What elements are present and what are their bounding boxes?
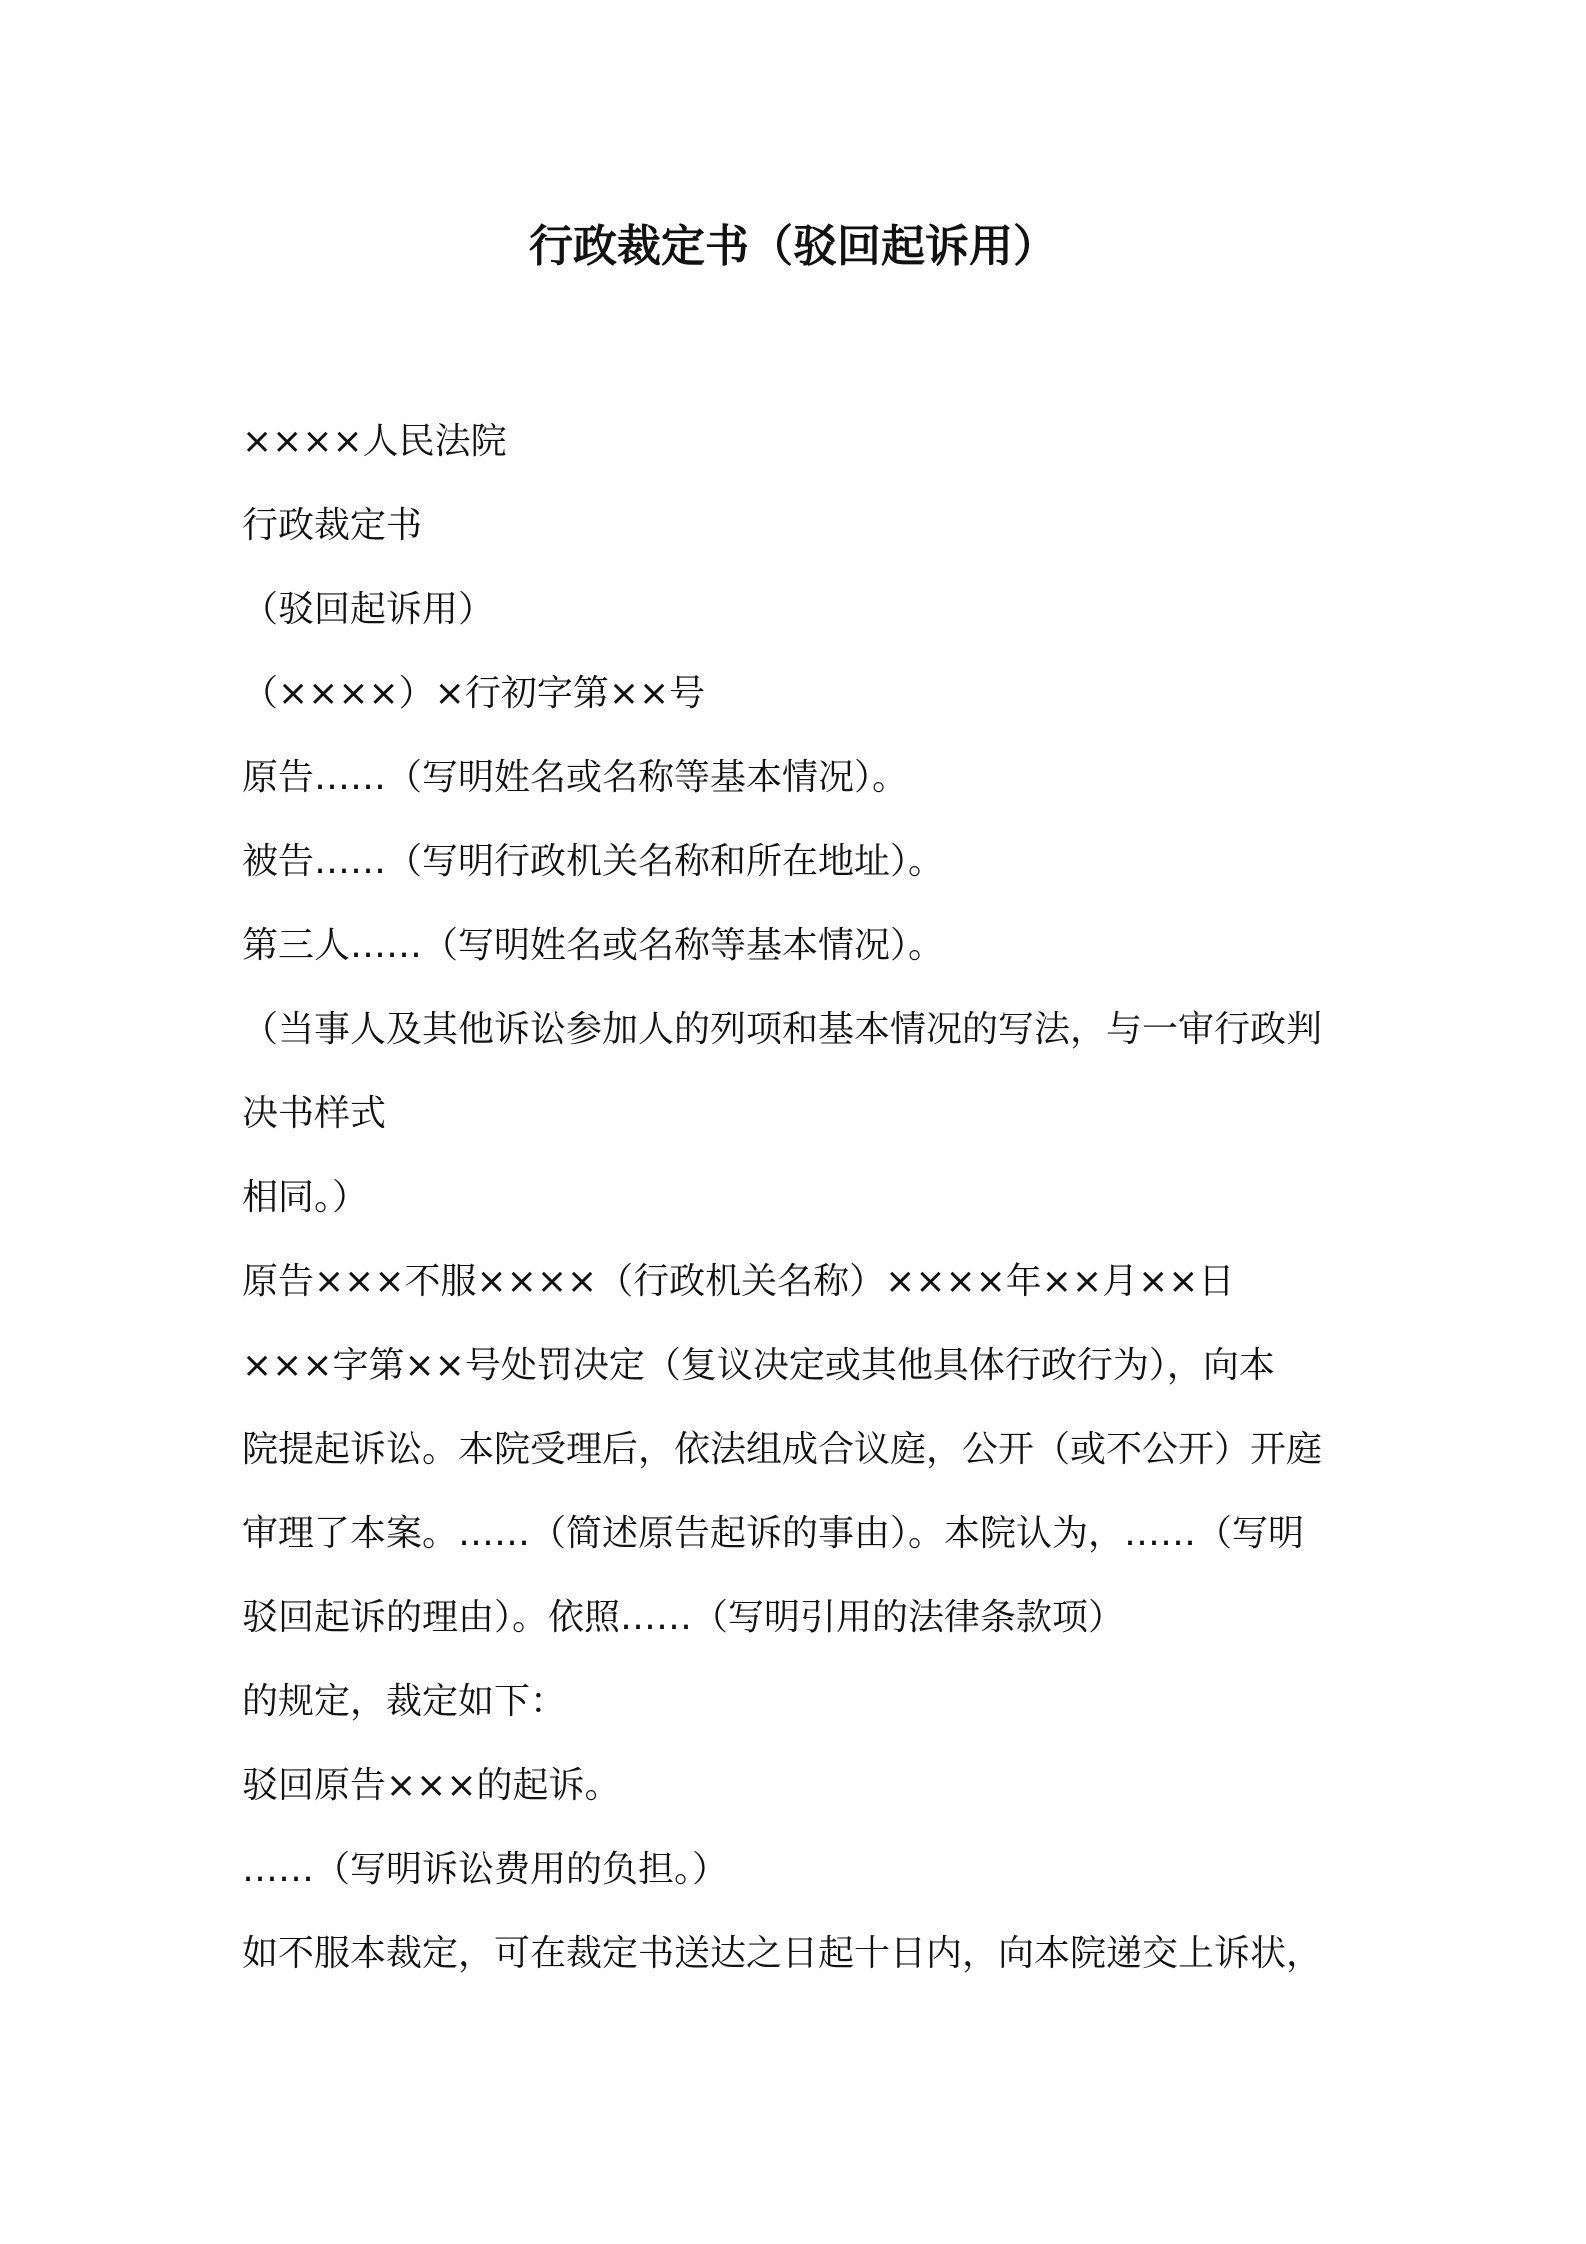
paragraph-line: ×××字第××号处罚决定（复议决定或其他具体行政行为），向本 <box>242 1345 1275 1386</box>
paragraph-line: 决书样式 <box>242 1093 387 1134</box>
paragraph-line: 相同。） <box>242 1177 369 1218</box>
plaintiff-line: 原告……（写明姓名或名称等基本情况）。 <box>242 757 909 798</box>
court-name: ××××人民法院 <box>242 421 507 462</box>
costs-line: ……（写明诉讼费用的负担。） <box>242 1849 729 1890</box>
paragraph-line: 的规定，裁定如下： <box>242 1681 567 1722</box>
document-title: 行政裁定书（驳回起诉用） <box>529 221 1057 272</box>
third-party-line: 第三人……（写明姓名或名称等基本情况）。 <box>242 925 945 966</box>
appeal-line: 如不服本裁定，可在裁定书送达之日起十日内，向本院递交上诉状， <box>242 1933 1323 1974</box>
paragraph-line: （当事人及其他诉讼参加人的列项和基本情况的写法，与一审行政判 <box>242 1009 1323 1050</box>
ruling-line: 驳回原告×××的起诉。 <box>242 1765 621 1806</box>
document-type: 行政裁定书 <box>242 505 423 546</box>
defendant-line: 被告……（写明行政机关名称和所在地址）。 <box>242 841 945 882</box>
paragraph-line: 院提起诉讼。本院受理后，依法组成合议庭，公开（或不公开）开庭 <box>242 1429 1323 1470</box>
case-number: （××××）×行初字第××号 <box>242 673 706 714</box>
paragraph-line: 审理了本案。……（简述原告起诉的事由）。本院认为，……（写明 <box>242 1513 1305 1554</box>
paragraph-line: 原告×××不服××××（行政机关名称）××××年××月××日 <box>242 1261 1235 1302</box>
document-body <box>242 400 1362 1996</box>
document-subtype: （驳回起诉用） <box>242 589 495 630</box>
paragraph-line: 驳回起诉的理由）。依照……（写明引用的法律条款项） <box>242 1597 1125 1638</box>
